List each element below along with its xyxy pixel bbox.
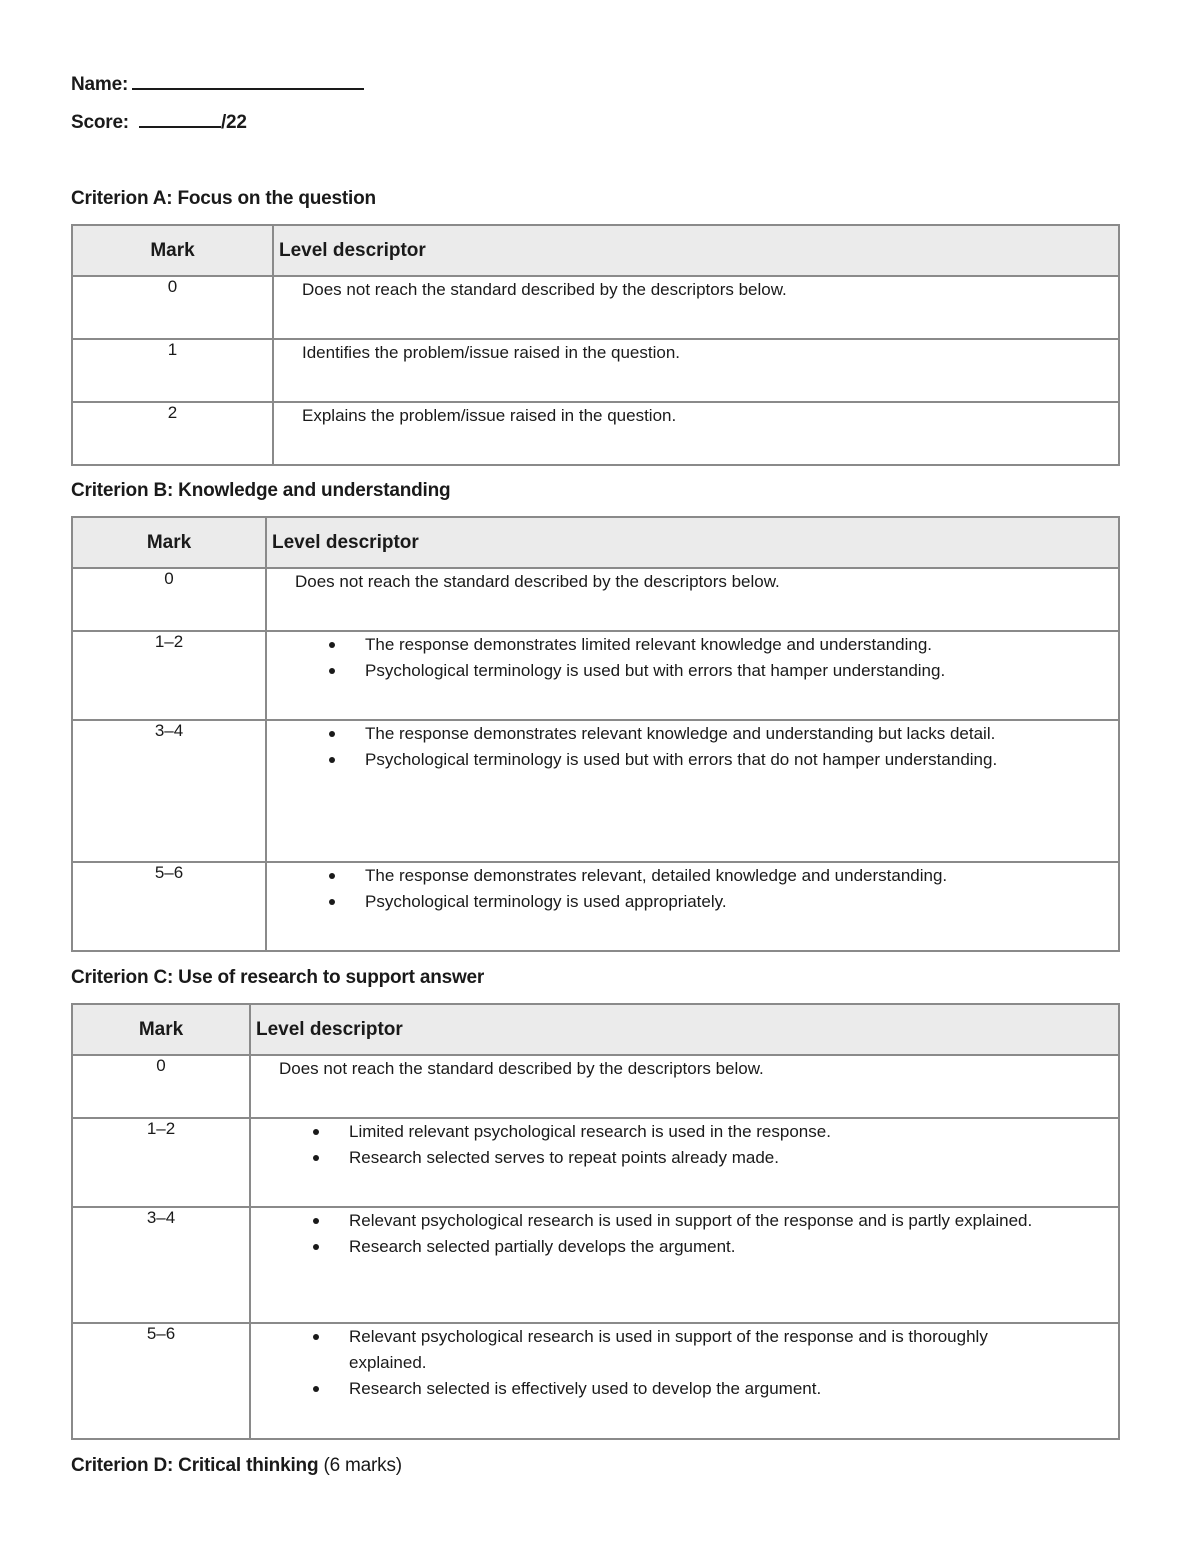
criterion-c-title: Criterion C: Use of research to support answer	[71, 967, 485, 988]
descriptor-bullet: Research selected serves to repeat points already made.	[349, 1145, 1098, 1171]
descriptor-cell	[250, 1118, 1119, 1207]
table-row	[72, 1323, 1119, 1439]
score-field	[71, 112, 247, 134]
name-blank[interactable]	[132, 74, 364, 90]
descriptor-cell	[266, 862, 1119, 951]
descriptor-cell	[273, 276, 1119, 339]
descriptor-text: Does not reach the standard described by the descriptors below.	[279, 1059, 764, 1078]
table-row	[72, 339, 1119, 402]
descriptor-cell	[250, 1055, 1119, 1118]
criterion-a-title: Criterion A: Focus on the question	[71, 188, 376, 209]
table-row	[72, 862, 1119, 951]
descriptor-bullet: Research selected is effectively used to develop the argument.	[349, 1376, 1008, 1402]
descriptor-cell	[266, 720, 1119, 862]
table-row	[72, 1055, 1119, 1118]
mark-cell: 5–6	[72, 1323, 250, 1439]
mark-cell: 1–2	[72, 1118, 250, 1207]
descriptor-column-header: Level descriptor	[266, 517, 1119, 568]
mark-column-header: Mark	[72, 225, 273, 276]
descriptor-bullet: The response demonstrates relevant knowledge and understanding but lacks detail.	[365, 721, 1058, 747]
mark-cell: 1	[72, 339, 273, 402]
name-label: Name:	[71, 74, 129, 95]
descriptor-bullet: Psychological terminology is used but with errors that do not hamper understanding.	[365, 747, 1058, 773]
descriptor-column-header: Level descriptor	[250, 1004, 1119, 1055]
criterion-b-table	[71, 516, 1120, 952]
table-row	[72, 402, 1119, 465]
descriptor-cell	[250, 1207, 1119, 1323]
descriptor-bullet: Psychological terminology is used appropriately.	[365, 889, 1098, 915]
descriptor-bullet: Research selected partially develops the argument.	[349, 1234, 1048, 1260]
descriptor-cell	[273, 402, 1119, 465]
score-blank[interactable]	[139, 112, 221, 128]
score-label: Score:	[71, 112, 129, 133]
table-header-row	[72, 517, 1119, 568]
criterion-c-table	[71, 1003, 1120, 1440]
descriptor-cell	[273, 339, 1119, 402]
criterion-b-title: Criterion B: Knowledge and understanding	[71, 480, 451, 501]
criterion-d-title	[71, 1455, 402, 1477]
table-header-row	[72, 225, 1119, 276]
descriptor-text: Identifies the problem/issue raised in the question.	[302, 343, 681, 362]
criterion-d-marks-note: (6 marks)	[323, 1455, 402, 1476]
mark-cell: 0	[72, 568, 266, 631]
mark-cell: 1–2	[72, 631, 266, 720]
table-row	[72, 631, 1119, 720]
mark-column-header: Mark	[72, 1004, 250, 1055]
descriptor-bullet: The response demonstrates relevant, detailed knowledge and understanding.	[365, 863, 1098, 889]
table-row	[72, 1207, 1119, 1323]
criterion-a-table	[71, 224, 1120, 466]
criterion-d-title-text: Criterion D: Critical thinking	[71, 1455, 319, 1476]
table-row	[72, 276, 1119, 339]
table-row	[72, 720, 1119, 862]
table-row	[72, 568, 1119, 631]
descriptor-bullet: Relevant psychological research is used in support of the response and is partly explained.	[349, 1208, 1048, 1234]
table-row	[72, 1118, 1119, 1207]
table-header-row	[72, 1004, 1119, 1055]
mark-cell: 2	[72, 402, 273, 465]
descriptor-bullet: Relevant psychological research is used in support of the response and is thoroughly explained.	[349, 1324, 1008, 1376]
descriptor-text: Does not reach the standard described by the descriptors below.	[295, 572, 780, 591]
name-field	[71, 74, 364, 96]
descriptor-bullet: Limited relevant psychological research is used in the response.	[349, 1119, 1098, 1145]
mark-cell: 3–4	[72, 720, 266, 862]
mark-cell: 0	[72, 276, 273, 339]
score-total: /22	[220, 112, 247, 133]
mark-cell: 3–4	[72, 1207, 250, 1323]
descriptor-bullet: The response demonstrates limited relevant knowledge and understanding.	[365, 632, 1098, 658]
descriptor-cell	[266, 568, 1119, 631]
descriptor-text: Does not reach the standard described by the descriptors below.	[302, 280, 787, 299]
descriptor-cell	[250, 1323, 1119, 1439]
mark-cell: 0	[72, 1055, 250, 1118]
descriptor-text: Explains the problem/issue raised in the question.	[302, 406, 677, 425]
mark-column-header: Mark	[72, 517, 266, 568]
descriptor-column-header: Level descriptor	[273, 225, 1119, 276]
mark-cell: 5–6	[72, 862, 266, 951]
descriptor-cell	[266, 631, 1119, 720]
descriptor-bullet: Psychological terminology is used but with errors that hamper understanding.	[365, 658, 1098, 684]
